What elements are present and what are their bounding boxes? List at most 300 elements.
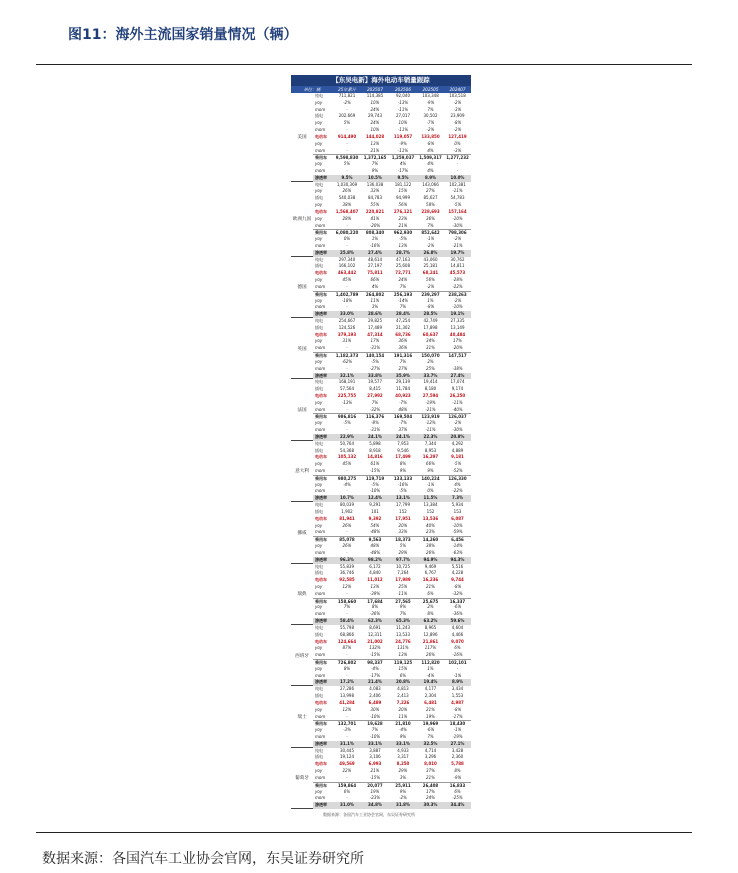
table-cell: 13,533 [396,631,410,637]
table-cell: 27,335 [450,318,465,324]
table-cell: 2,413 [397,693,409,699]
table-cell: 9% [399,468,407,474]
table-cell: -11% [425,427,436,433]
row-label: 乘用车 [315,721,327,727]
table-cell: 9,181 [451,454,464,460]
table-cell: 7,226 [396,699,410,705]
table-cell: -2% [426,243,435,248]
row-label: mom [315,222,326,228]
table-row [313,645,471,652]
table-cell: 21.4% [368,679,382,685]
row-label: 插电 [315,195,323,201]
table-cell: 26% [342,543,352,549]
table-cell: 153 [453,508,462,514]
country-group [291,257,471,318]
table-cell: 66% [370,277,380,283]
row-label: 渗透率 [315,433,327,439]
table-cell: -1% [453,672,462,678]
table-cell: 9.5% [397,174,409,180]
table-cell: 17,989 [395,577,411,583]
row-label: yoy [315,604,323,610]
table-row [313,195,471,202]
table-row [313,134,471,141]
table-cell: 13,384 [423,502,438,508]
table-row [313,366,471,373]
table-cell: 25,675 [422,598,439,604]
table-cell: 9,392 [368,515,382,521]
row-label: 插电 [315,324,323,330]
table-cell: 56% [426,277,435,283]
table-cell: 4,604 [451,624,464,630]
table-cell: 26,408 [422,782,439,788]
table-cell: -59% [452,529,463,535]
table-cell: 13,536 [422,515,439,521]
table-cell: -2% [453,236,462,242]
table-cell: 45% [342,461,352,467]
table-cell: 40,484 [449,331,466,337]
country-label: 欧洲九国 [292,217,312,223]
table-cell: -10% [369,713,381,719]
table-cell: 47,314 [367,331,383,337]
table-row [313,379,471,386]
table-cell: 23,909 [450,113,465,119]
row-label: mom [315,243,326,248]
table-row [313,373,471,380]
table-cell: -8% [453,583,462,589]
table-row [313,795,471,802]
table-cell: 33% [370,188,380,194]
table-cell: 27,594 [422,393,439,399]
table-cell: 4,083 [369,686,381,692]
table-cell: 33.1% [396,740,410,746]
table-cell: -39% [369,590,381,596]
row-label: 纯电 [315,93,323,98]
table-cell: 19.1% [450,311,465,317]
table-cell: 13% [398,652,408,658]
table-row [313,666,471,673]
table-cell: 1% [427,297,434,303]
table-cell: 59.6% [450,618,465,624]
table-row [313,761,471,768]
table-cell: -38% [452,365,463,371]
table-cell: - [346,147,348,153]
table-cell: 9,546 [397,447,409,453]
table-cell: 9,174 [451,386,464,392]
table-cell: 1,553 [451,693,464,699]
table-cell: 8% [399,461,407,467]
table-cell: -28% [452,277,463,283]
country-label: 瑞典 [297,592,307,598]
table-cell: 85,078 [339,537,355,543]
table-cell: - [346,365,348,371]
table-cell: 30% [370,706,380,712]
table-cell: -9% [453,774,462,780]
table-cell: 1,402,789 [335,291,359,297]
table-cell: -2% [399,795,407,801]
row-label: 渗透率 [315,679,327,685]
table-row [313,107,471,114]
table-cell: 256,193 [393,291,413,297]
country-group [291,748,471,809]
row-label: yoy [315,543,323,549]
row-label: 乘用车 [315,155,327,161]
table-cell: 132,701 [337,721,357,727]
table-cell: -18% [341,297,353,303]
table-cell: -4% [399,727,407,733]
row-label: yoy [315,277,323,283]
table-cell: - [346,672,348,678]
row-label: 纯电 [315,502,323,508]
table-cell: -48% [369,549,381,555]
table-cell: 29,139 [396,379,410,385]
header-cell: 单位：辆 [303,87,321,92]
row-label: yoy [315,399,323,405]
table-cell: 24,776 [395,638,411,644]
table-cell: -22% [452,283,463,289]
table-cell: -3% [343,727,351,733]
row-label: yoy [315,358,323,364]
table-row [313,775,471,782]
table-row [313,304,471,311]
table-cell: - [346,222,348,228]
table-cell: 3% [399,774,407,780]
table-cell: 25% [398,583,408,589]
table-cell: 6% [427,590,434,596]
row-label: mom [315,549,326,555]
table-cell: 463,442 [337,270,357,276]
table-cell: 9,563 [368,537,382,543]
table-row [313,741,471,748]
table-cell: 85,627 [423,195,438,201]
table-cell: 3,434 [451,686,464,692]
table-cell: 27.4% [368,249,382,255]
table-cell: 103,518 [449,93,466,98]
table-cell: -13% [341,399,353,405]
table-cell: 97.7% [396,556,410,562]
table-cell: 11.5% [423,495,438,501]
row-label: 乘用车 [315,537,327,543]
table-cell: 133,850 [421,133,440,139]
table-cell: 1,568,407 [335,208,359,214]
table-cell: 57,564 [340,386,354,392]
country-group [291,441,471,502]
table-cell: 63.2% [423,618,438,624]
table-cell: -32% [369,406,381,412]
country-label: 瑞士 [297,714,307,720]
table-cell: -3% [453,147,462,153]
table-cell: 27% [426,188,435,194]
table-cell: -2% [453,99,462,105]
header-cell: 202506 [395,87,411,92]
table-cell: 5% [343,161,351,167]
table-row [313,284,471,291]
table-cell: 181,122 [394,181,412,187]
table-cell: 36,746 [340,570,354,576]
table-cell: -9% [426,99,435,105]
table-cell: 8,010 [424,761,437,767]
row-label: 插电 [315,447,323,453]
table-cell: 3,106 [369,754,381,760]
table-row [313,495,471,502]
table-cell: 29,825 [368,318,382,324]
table-cell: 379,193 [337,331,357,337]
row-label: mom [315,733,326,739]
table-cell: 143,066 [422,181,439,187]
table-cell: 8,180 [424,386,437,392]
header-cell: 25年累计 [338,87,356,92]
table-cell: 2,304 [424,693,437,699]
table-cell: 8.9% [424,174,437,180]
table-cell: 119,125 [393,659,413,665]
table-cell: 19.4% [423,679,438,685]
table-cell: 98,337 [367,659,383,665]
table-cell: 33.7% [423,372,438,378]
table-cell: -7% [399,399,407,405]
table-cell: -8% [453,706,462,712]
table-cell: 17,499 [395,454,411,460]
table-cell: 24% [398,277,408,283]
table-row [313,502,471,509]
table-cell: 27.4% [450,372,465,378]
table-cell: -5% [371,481,379,487]
table-cell: 26,250 [449,393,466,399]
table-cell: 102,381 [449,181,466,187]
table-cell: - [346,774,348,780]
row-label: mom [315,468,326,474]
table-cell: 27,565 [395,598,411,604]
table-cell: -2% [453,127,462,133]
table-row [313,270,471,277]
table-cell: 116,376 [365,414,385,420]
table-row [313,454,471,461]
table-cell: 35.9% [396,372,410,378]
table-cell: - [346,427,348,433]
table-cell: -48% [369,529,381,535]
row-label: yoy [315,188,323,194]
table-cell: -17% [452,713,463,719]
table-cell: -1% [453,727,462,733]
row-label: 乘用车 [315,475,327,481]
table-row [313,93,471,100]
table-cell: 30,762 [450,256,465,262]
table-cell: 986,816 [337,414,357,420]
table-row [313,734,471,741]
table-cell: -1% [426,236,435,242]
table-cell: -10% [452,215,463,221]
table-cell: 33.0% [340,311,354,317]
table-row [313,250,471,257]
table-cell: 8,415 [369,386,381,392]
row-label: 渗透率 [315,618,327,624]
row-label: 纯电 [315,256,323,262]
row-label: yoy [315,645,323,651]
row-label: 乘用车 [315,598,327,604]
table-row [313,161,471,168]
row-label: 渗透率 [315,174,327,180]
table-cell: -30% [452,222,463,228]
table-cell: 4,714 [424,747,437,753]
table-row [313,277,471,284]
table-cell: 24% [370,106,380,112]
table-row [313,243,471,250]
table-cell: 25,608 [396,263,410,269]
table-cell: 126,037 [448,414,467,420]
table-cell: - [346,283,348,289]
row-label: 渗透率 [315,372,327,378]
table-cell: 0% [427,488,434,494]
table-cell: 41,284 [339,699,355,705]
table-cell: 22% [342,768,352,774]
table-row [313,577,471,584]
row-label: 纯电 [315,379,323,385]
table-cell: -52% [452,468,463,474]
table-row [313,202,471,209]
table-row [313,148,471,155]
table-cell: 168,191 [338,379,356,385]
table-cell: 60,637 [422,331,439,337]
table-cell: 19.7% [450,249,465,255]
table-cell: -4% [343,481,351,487]
table-cell: -11% [397,147,409,153]
table-cell: 220,821 [365,208,385,214]
table-cell: 8% [427,611,434,617]
table-cell: -63% [452,549,463,555]
table-row [313,748,471,755]
table-cell: 1% [427,665,434,671]
table-cell: 119,057 [393,133,413,139]
table-cell: 13% [370,140,380,146]
table-cell: 19,577 [368,379,382,385]
table-cell: 132% [369,645,381,651]
table-cell: 31.0% [340,802,354,808]
row-label: 纯电 [315,747,323,753]
table-cell: -10% [369,488,381,494]
table-cell: -10% [452,522,463,528]
table-cell: 56% [398,202,408,208]
table-cell: 65.3% [396,618,410,624]
row-label: 渗透率 [315,249,327,255]
table-cell: 7% [371,727,379,733]
table-cell: 852,642 [421,230,440,236]
table-cell: 7% [399,283,407,289]
table-cell: 11% [398,713,408,719]
row-label: yoy [315,522,323,528]
table-cell: 11% [370,297,380,303]
table-row [313,679,471,686]
table-row [313,427,471,434]
row-label: 渗透率 [315,802,327,808]
table-cell: 8% [454,768,461,774]
table-cell: -15% [369,774,381,780]
table-cell: -20% [369,222,381,228]
row-label: 纯电 [315,686,323,692]
table-cell: 7% [371,161,379,167]
table-cell: 7% [399,611,407,617]
table-row [313,673,471,680]
table-cell: 30,502 [423,113,438,119]
row-label: 插电 [315,386,323,392]
row-label: yoy [315,236,323,242]
table-row [313,754,471,761]
table-cell: -16% [369,243,381,248]
row-label: 插电 [315,113,323,119]
header-cell: 202505 [422,87,439,92]
table-row [313,488,471,495]
table-row [313,325,471,332]
table-cell: 27.1% [450,740,465,746]
row-label: yoy [315,665,323,671]
table-cell: 11,784 [396,386,410,392]
table-cell: 105,132 [337,454,357,460]
country-group [291,564,471,625]
row-label: 电动车 [315,270,327,276]
table-cell: 1,277,232 [446,155,469,161]
table-cell: 159,864 [337,782,357,788]
table-cell: 26% [426,652,435,658]
table-cell: 126,330 [448,475,467,481]
table-cell: 140,154 [365,353,385,359]
table-row [313,332,471,339]
table-cell: -8% [371,420,379,426]
table-cell: - [456,161,459,167]
table-cell: 4% [454,481,461,487]
table-row [313,182,471,189]
table-cell: 72,771 [395,270,411,276]
row-label: 插电 [315,693,323,699]
table-cell: 21% [370,147,380,153]
table-cell: 33% [398,529,408,535]
table-cell: 158,660 [337,598,357,604]
row-label: 乘用车 [315,230,327,236]
table-row [313,611,471,618]
table-cell: -8% [426,304,435,310]
table-cell: 15% [398,188,408,194]
table-cell: 32.1% [340,372,354,378]
row-label: yoy [315,161,323,167]
table-cell: 239,297 [421,291,440,297]
table-row [313,516,471,523]
table-cell: 101 [371,508,379,514]
table-cell: 157,164 [448,208,467,214]
table-cell: 10% [398,120,408,126]
table-row [313,550,471,557]
table-row [313,591,471,598]
row-label: mom [315,168,326,173]
table-cell: 8,953 [424,447,437,453]
table-cell: 5,898 [369,440,381,446]
table-cell: 17,074 [450,379,465,385]
row-label: mom [315,774,326,780]
row-label: mom [315,529,326,535]
table-cell: -7% [426,120,435,126]
table-cell: - [346,795,348,801]
table-cell: 21,002 [367,638,383,644]
table-cell: - [456,168,459,173]
table-row [313,802,471,809]
table-cell: -21% [452,243,463,248]
row-label: mom [315,345,326,351]
table-cell: 23% [426,529,435,535]
table-cell: 16,236 [422,577,439,583]
table-cell: 7,264 [397,570,409,576]
table-cell: 131% [397,645,409,651]
table-cell: -10% [369,733,381,739]
table-cell: 41% [370,215,380,221]
table-row [313,188,471,195]
table-cell: -19% [452,733,463,739]
table-row [313,693,471,700]
table-cell: -36% [452,611,463,617]
